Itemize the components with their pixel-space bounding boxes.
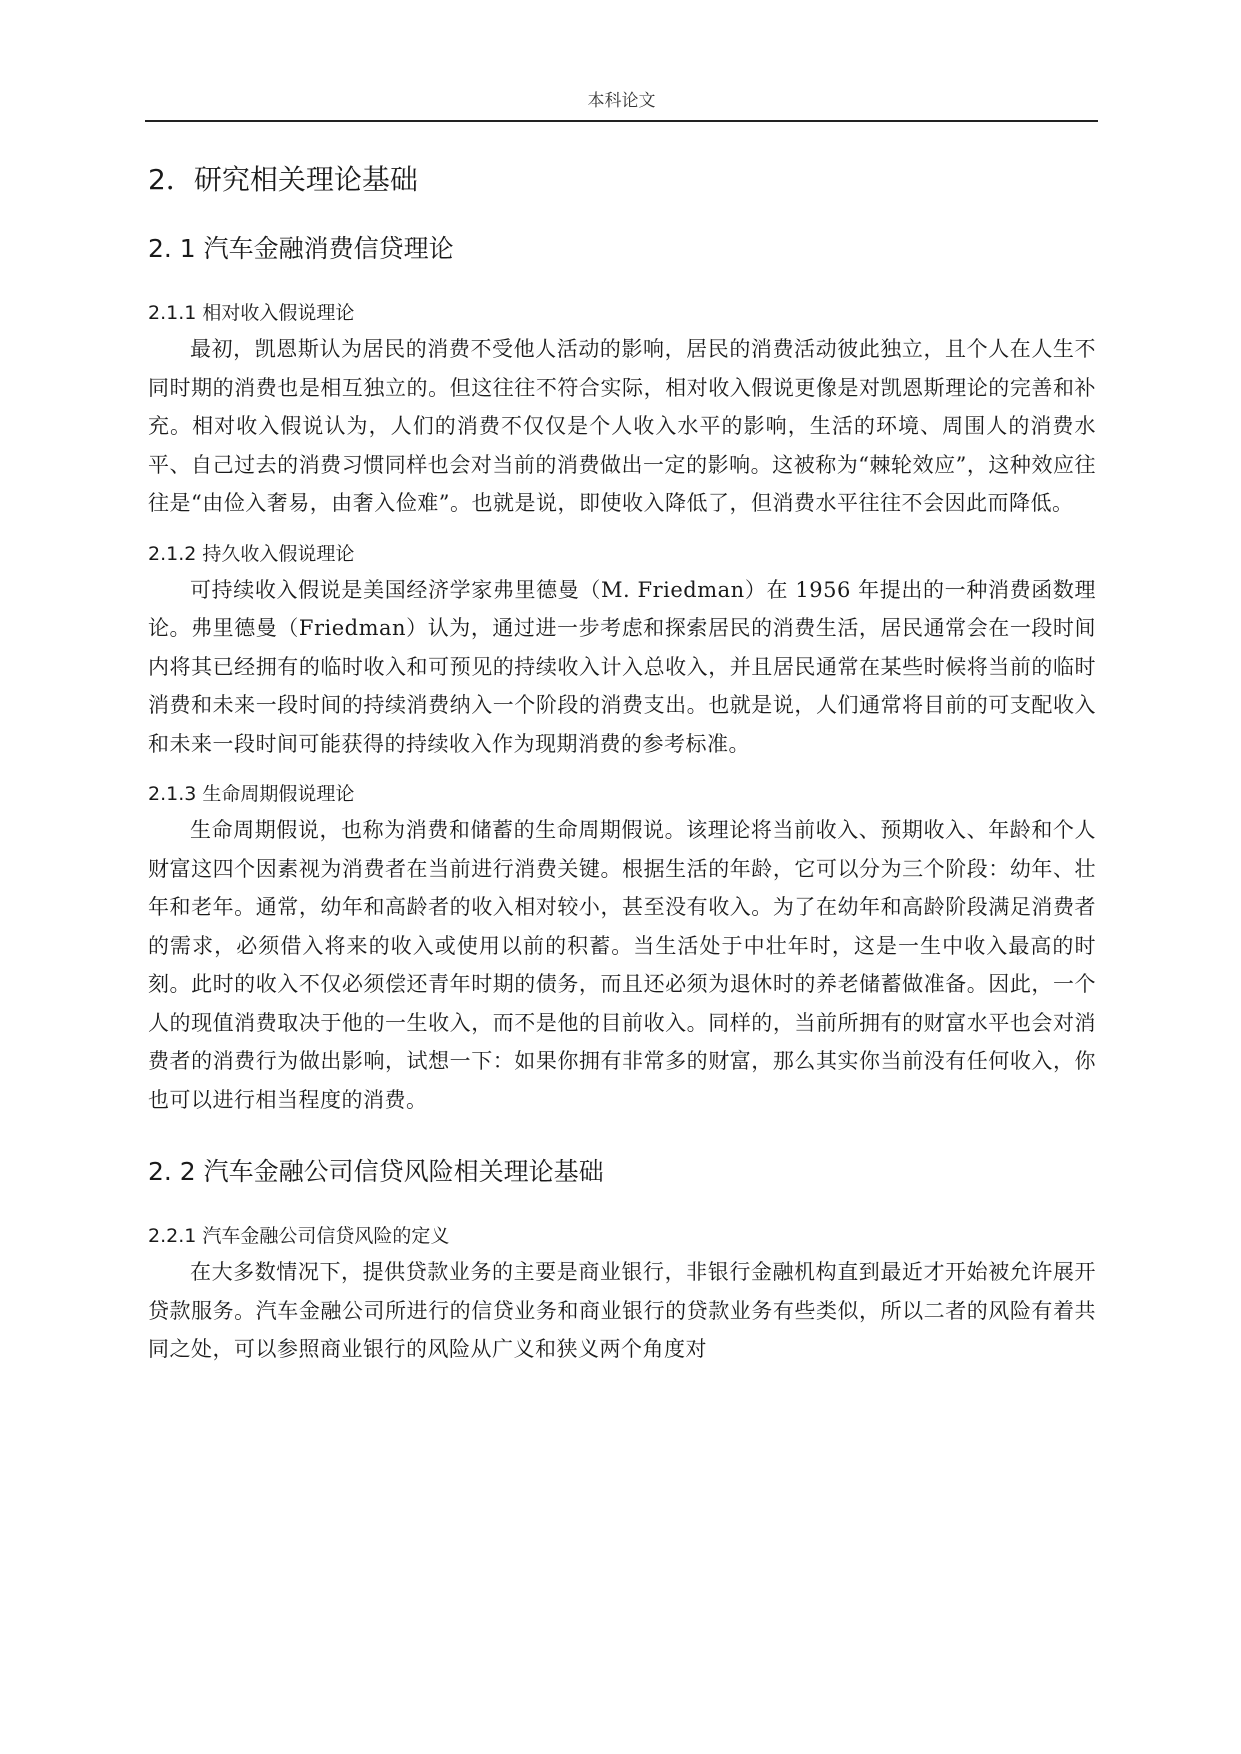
subsection-title-2-1-2: 2.1.2 持久收入假说理论 xyxy=(148,542,355,565)
paragraph-2-1-3: 生命周期假说，也称为消费和储蓄的生命周期假说。该理论将当前收入、预期收入、年龄和个人财富这四个因素视为消费者在当前进行消费关键。根据生活的年龄，它可以分为三个阶段：幼年、壮年和老年。通常，幼年和高龄者的收入相对较小，甚至没有收入。为了在幼年和高龄阶段满足消费者的需求，必须借入将来的收入或使用以前的积蓄。当生活处于中壮年时，这是一生中收入最高的时刻。此时的收入不仅必须偿还青年时期的债务，而且还必须为退休时的养老储蓄做准备。因此，一个人的现值消费取决于他的一生收入，而不是他的目前收入。同样的，当前所拥有的财富水平也会对消费者的消费行为做出影响，试想一下：如果你拥有非常多的财富，那么其实你当前没有任何收入，你也可以进行相当程度的消费。 xyxy=(148,818,1096,1112)
paragraph-2-2-1: 在大多数情况下，提供贷款业务的主要是商业银行，非银行金融机构直到最近才开始被允许展开贷款服务。汽车金融公司所进行的信贷业务和商业银行的贷款业务有些类似，所以二者的风险有着共同之处，可以参照商业银行的风险从广义和狭义两个角度对 xyxy=(148,1260,1096,1361)
chapter-title: 2．研究相关理论基础 xyxy=(148,163,418,196)
document-body xyxy=(148,152,1096,1369)
section-title-2-1: 2. 1 汽车金融消费信贷理论 xyxy=(148,234,454,263)
subsection-title-2-1-1: 2.1.1 相对收入假说理论 xyxy=(148,302,355,324)
paragraph-2-1-2: 可持续收入假说是美国经济学家弗里德曼（M. Friedman）在 1956 年提出的一种消费函数理论。弗里德曼（Friedman）认为，通过进一步考虑和探索居民的消费生活，居民通常会在一段时间内将其已经拥有的临时收入和可预见的持续收入计入总收入，并且居民通常在某些时候将当前的临时消费和未来一段时间的持续消费纳入一个阶段的消费支出。也就是说，人们通常将目前的可支配收入和未来一段时间可能获得的持续收入作为现期消费的参考标准。 xyxy=(148,577,1096,756)
section-title-2-2: 2. 2 汽车金融公司信贷风险相关理论基础 xyxy=(148,1157,604,1186)
header-rule xyxy=(145,120,1098,122)
subsection-title-2-1-3: 2.1.3 生命周期假说理论 xyxy=(148,783,355,805)
paragraph-2-1-1: 最初，凯恩斯认为居民的消费不受他人活动的影响，居民的消费活动彼此独立，且个人在人生不同时期的消费也是相互独立的。但这往往不符合实际，相对收入假说更像是对凯恩斯理论的完善和补充。相对收入假说认为，人们的消费不仅仅是个人收入水平的影响，生活的环境、周围人的消费水平、自己过去的消费习惯同样也会对当前的消费做出一定的影响。这被称为“棘轮效应”，这种效应往往是“由俭入奢易，由奢入俭难”。也就是说，即使收入降低了，但消费水平往往不会因此而降低。 xyxy=(148,337,1096,515)
subsection-title-2-2-1: 2.2.1 汽车金融公司信贷风险的定义 xyxy=(148,1225,450,1247)
page-header: 本科论文 xyxy=(587,91,656,111)
